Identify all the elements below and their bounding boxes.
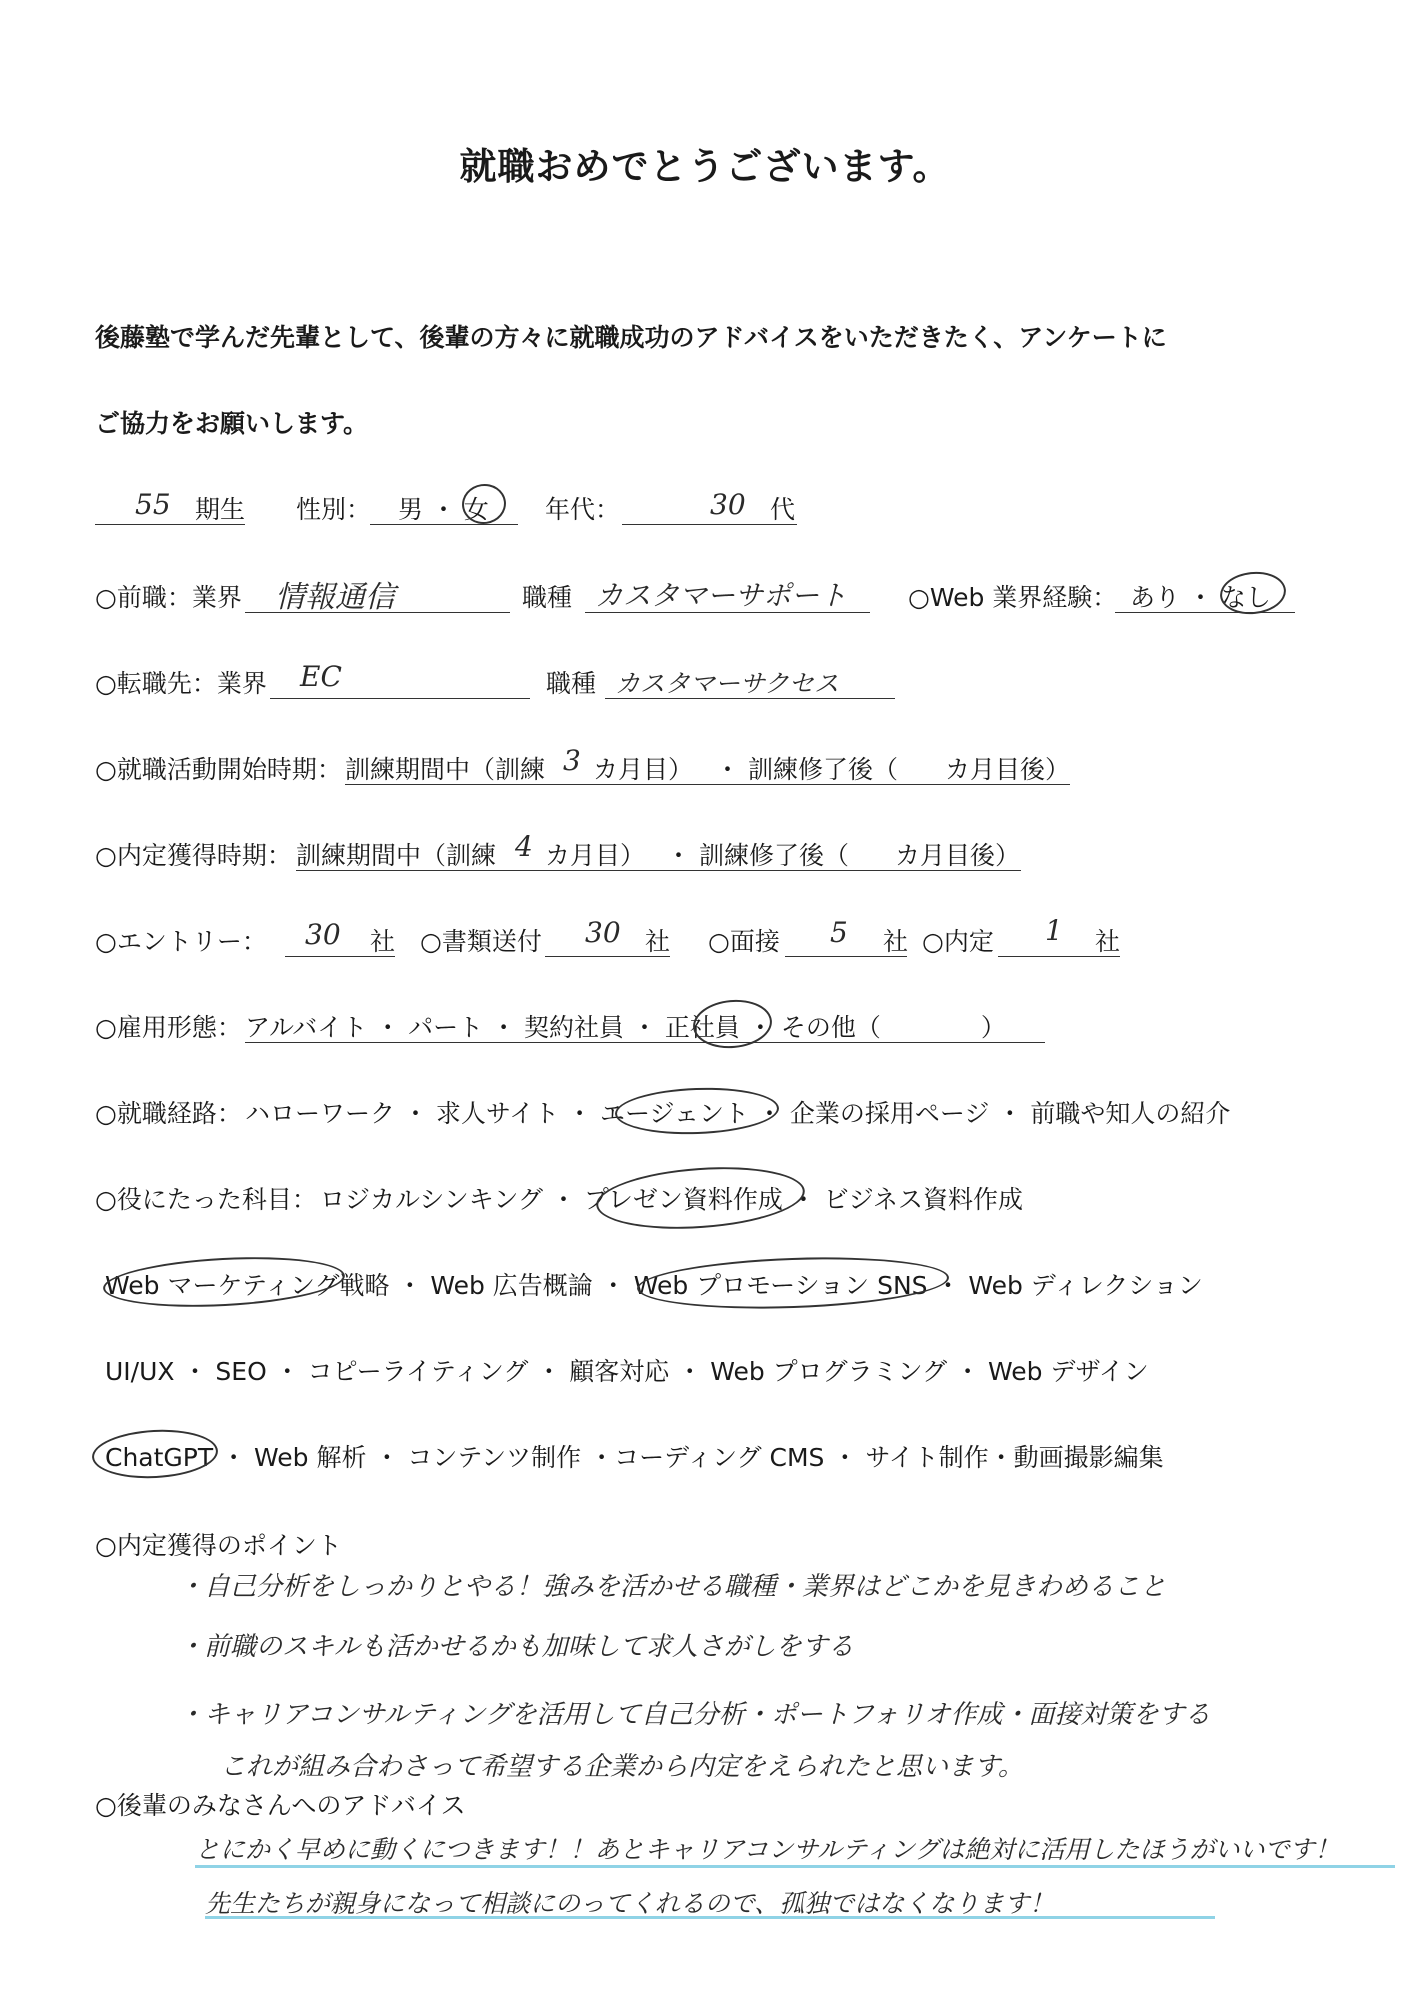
points-item-2[interactable]: ・前職のスキルも活かせるかも加味して求人さがしをする (178, 1632, 854, 1662)
age-value[interactable]: 30 (710, 488, 746, 521)
route-options[interactable]: ハローワーク ・ 求人サイト ・ エージェント ・ 企業の採用ページ ・ 前職や知人の紹介 (245, 1099, 1231, 1128)
offer-timing-text-c: ・ 訓練修了後（ (666, 841, 849, 870)
web-experience-label: ○Web 業界経験： (908, 583, 1118, 612)
job-hunt-start-underline (345, 784, 1070, 785)
subjects-line-2[interactable]: Web マーケティング戦略 ・ Web 広告概論 ・ Web プロモーション SNS ・ Web ディレクション (105, 1271, 1203, 1300)
interview-label: ○面接 (708, 927, 780, 956)
subjects-label: ○役にたった科目： (95, 1185, 317, 1214)
job-hunt-start-month-value[interactable]: 3 (563, 744, 581, 777)
new-job-type-value[interactable]: カスタマーサクセス (615, 669, 840, 698)
advice-label: ○後輩のみなさんへのアドバイス (95, 1791, 466, 1820)
offer-timing-label: ○内定獲得時期： (95, 841, 292, 870)
offer-unit: 社 (1095, 927, 1121, 956)
new-industry-value[interactable]: EC (300, 660, 342, 693)
docs-unit: 社 (645, 927, 671, 956)
offer-underline (998, 956, 1120, 957)
entry-unit: 社 (370, 927, 396, 956)
age-label: 年代： (545, 495, 621, 524)
offer-timing-text-d: カ月目後） (895, 841, 1021, 870)
gender-options[interactable]: 男 ・ 女 (398, 495, 489, 524)
gender-label: 性別： (296, 495, 372, 524)
job-hunt-start-text-a: 訓練期間中（訓練 (345, 755, 546, 784)
route-label: ○就職経路： (95, 1099, 242, 1128)
cohort-value[interactable]: 55 (135, 488, 171, 521)
interview-underline (785, 956, 907, 957)
intro-line-1: 後藤塾で学んだ先輩として、後輩の方々に就職成功のアドバイスをいただきたく、アンケートに (95, 323, 1167, 352)
job-hunt-start-text-b: カ月目） (593, 755, 694, 784)
points-item-3[interactable]: ・キャリアコンサルティングを活用して自己分析・ポートフォリオ作成・面接対策をする (178, 1700, 1211, 1730)
subjects-line-3[interactable]: UI/UX ・ SEO ・ コピーライティング ・ 顧客対応 ・ Web プログラミング ・ Web デザイン (105, 1357, 1149, 1386)
advice-highlight-1 (195, 1865, 1395, 1868)
employment-options[interactable]: アルバイト ・ パート ・ 契約社員 ・ 正社員 ・ その他（ ） (245, 1013, 1006, 1042)
employment-label: ○雇用形態： (95, 1013, 242, 1042)
previous-job-label: ○前職：業界 (95, 583, 242, 612)
intro-line-2: ご協力をお願いします。 (95, 409, 369, 438)
cohort-label: 期生 (195, 495, 246, 524)
points-item-1[interactable]: ・自己分析をしっかりとやる！強みを活かせる職種・業界はどこかを見きわめること (178, 1572, 1167, 1602)
previous-job-type-label: 職種 (522, 583, 573, 612)
gender-underline (370, 524, 518, 525)
offer-timing-text-b: カ月目） (545, 841, 646, 870)
offer-timing-month-value[interactable]: 4 (515, 830, 533, 863)
docs-underline (545, 956, 670, 957)
age-underline (622, 524, 797, 525)
offer-timing-text-a: 訓練期間中（訓練 (296, 841, 497, 870)
entry-value[interactable]: 30 (305, 918, 341, 951)
previous-job-type-value[interactable]: カスタマーサポート (595, 579, 848, 612)
subjects-circle-mark-3 (636, 1253, 950, 1314)
advice-line-2[interactable]: 先生たちが親身になって相談にのってくれるので、孤独ではなくなります！ (205, 1889, 1055, 1918)
advice-line-1[interactable]: とにかく早めに動くにつきます！！あとキャリアコンサルティングは絶対に活用したほうがいいです！ (195, 1835, 1340, 1864)
page-title: 就職おめでとうございます。 (459, 145, 951, 188)
subjects-circle-mark-1 (594, 1161, 807, 1235)
new-job-type-label: 職種 (546, 669, 597, 698)
new-job-label: ○転職先：業界 (95, 669, 267, 698)
previous-industry-underline (245, 612, 510, 613)
web-experience-options[interactable]: あり ・ なし (1130, 583, 1271, 612)
job-hunt-start-text-d: カ月目後） (945, 755, 1071, 784)
previous-industry-value[interactable]: 情報通信 (275, 580, 395, 615)
interview-unit: 社 (883, 927, 909, 956)
employment-underline (245, 1042, 1045, 1043)
age-suffix: 代 (770, 495, 796, 524)
entry-underline (285, 956, 395, 957)
docs-label: ○書類送付 (420, 927, 542, 956)
web-experience-underline (1115, 612, 1295, 613)
interview-value[interactable]: 5 (830, 916, 848, 949)
new-industry-underline (270, 698, 530, 699)
cohort-underline (95, 524, 245, 525)
offer-value[interactable]: 1 (1045, 914, 1063, 947)
points-label: ○内定獲得のポイント (95, 1531, 342, 1560)
advice-highlight-2 (205, 1916, 1215, 1919)
entry-label: ○エントリー： (95, 927, 267, 956)
offer-timing-underline (296, 870, 1021, 871)
docs-value[interactable]: 30 (585, 916, 621, 949)
subjects-line-4[interactable]: ChatGPT ・ Web 解析 ・ コンテンツ制作 ・コーディング CMS ・ サイト制作・動画撮影編集 (105, 1443, 1164, 1472)
job-hunt-start-label: ○就職活動開始時期： (95, 755, 342, 784)
points-summary[interactable]: これが組み合わさって希望する企業から内定をえられたと思います。 (220, 1752, 1024, 1782)
job-hunt-start-text-c: ・ 訓練修了後（ (715, 755, 898, 784)
subjects-circle-mark-2 (102, 1252, 346, 1313)
subjects-line-1[interactable]: ロジカルシンキング ・ プレゼン資料作成 ・ ビジネス資料作成 (320, 1185, 1024, 1214)
new-job-type-underline (605, 698, 895, 699)
offer-label: ○内定 (922, 927, 994, 956)
previous-job-type-underline (585, 612, 870, 613)
